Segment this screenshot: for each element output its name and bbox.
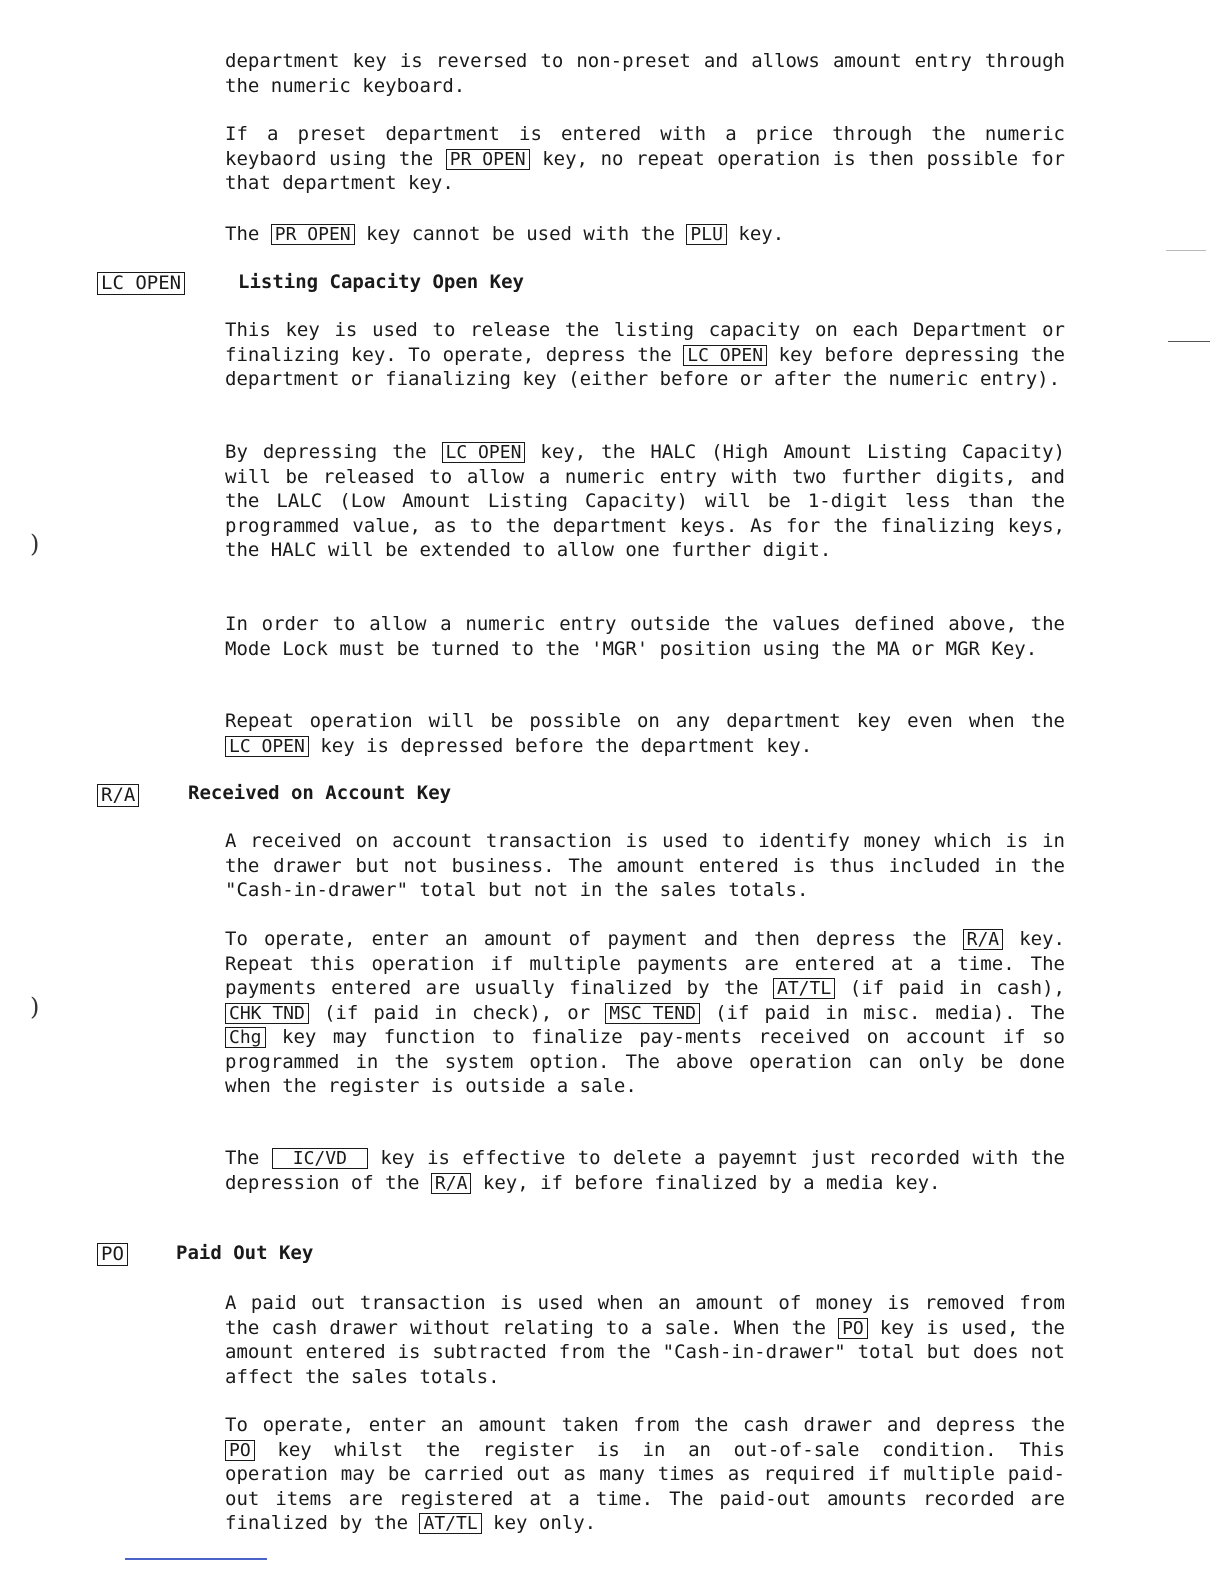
lc-open-key-label: LC OPEN	[683, 345, 767, 366]
po-paragraph-2: To operate, enter an amount taken from the cash drawer and depress the PO key whilst the register is in an out-of-sale condition. This operation may be carried out as many times as required if multiple paid-out items are registered at a time. The paid-out amounts recorded are finalized by the AT/TL key only.	[225, 1414, 1065, 1534]
chk-tnd-key-label: CHK TND	[225, 1003, 309, 1024]
pr-open-key-label: PR OPEN	[271, 224, 355, 245]
lc-open-paragraph-4: Repeat operation will be possible on any department key even when the LC OPEN key is depressed before the department key.	[225, 710, 1065, 757]
at-tl-key-label: AT/TL	[773, 978, 835, 999]
margin-paren-mark: )	[30, 530, 40, 558]
lc-open-paragraph-2: By depressing the LC OPEN key, the HALC (High Amount Listing Capacity) will be released to allow a numeric entry with two further digits, and the LALC (Low Amount Listing Capacity) will be 1-digit less than the programmed value, as to the department keys. As for the finalizing keys, the HALC will be extended to allow one further digit.	[225, 441, 1065, 561]
intro-paragraph-2: If a preset department is entered with a price through the numeric keybaord using the PR OPEN key, no repeat operation is then possible for that department key.	[225, 123, 1065, 194]
margin-paren-mark: )	[30, 993, 40, 1021]
plu-key-label: PLU	[686, 224, 727, 245]
lc-open-paragraph-1: This key is used to release the listing capacity on each Department or finalizing key. To operate, depress the LC OPEN key before depressing the department or fianalizing key (either before or after the numeric entry).	[225, 319, 1065, 390]
ic-vd-key-label: IC/VD	[272, 1148, 368, 1169]
po-paragraph-1: A paid out transaction is used when an amount of money is removed from the cash drawer without relating to a sale. When the PO key is used, the amount entered is subtracted from the "Cash-in-drawer" total but does not affect the sales totals.	[225, 1292, 1065, 1388]
chg-key-label: Chg	[225, 1027, 266, 1048]
po-key-label: PO	[225, 1440, 255, 1461]
po-section-title: Paid Out Key	[176, 1242, 314, 1264]
ra-key-label: R/A	[963, 929, 1004, 950]
ra-section-key: R/A	[97, 784, 139, 807]
lc-open-key-label: LC OPEN	[225, 736, 309, 757]
ra-key-label: R/A	[431, 1173, 472, 1194]
lc-open-section-key: LC OPEN	[97, 272, 185, 295]
at-tl-key-label: AT/TL	[419, 1513, 481, 1534]
margin-rule	[1168, 341, 1210, 342]
lc-open-key-label: LC OPEN	[442, 442, 526, 463]
bottom-rule	[125, 1558, 267, 1560]
ra-paragraph-3: The IC/VD key is effective to delete a payemnt just recorded with the depression of the R/A key, if before finalized by a media key.	[225, 1147, 1065, 1194]
ra-section-title: Received on Account Key	[188, 782, 452, 804]
ra-paragraph-1: A received on account transaction is used to identify money which is in the drawer but not business. The amount entered is thus included in the "Cash-in-drawer" total but not in the sales totals.	[225, 830, 1065, 901]
msc-tend-key-label: MSC TEND	[605, 1003, 700, 1024]
intro-paragraph-3: The PR OPEN key cannot be used with the PLU key.	[225, 223, 785, 245]
intro-paragraph-1: department key is reversed to non-preset and allows amount entry through the numeric keyboard.	[225, 50, 1065, 97]
lc-open-paragraph-3: In order to allow a numeric entry outside the values defined above, the Mode Lock must be turned to the 'MGR' position using the MA or MGR Key.	[225, 613, 1065, 660]
pr-open-key-label: PR OPEN	[446, 149, 530, 170]
margin-rule	[1166, 250, 1206, 251]
po-key-label: PO	[838, 1318, 868, 1339]
ra-paragraph-2: To operate, enter an amount of payment and then depress the R/A key. Repeat this operation if multiple payments are entered at a time. The payments entered are usually finalized by the AT/TL (if paid in cash), CHK TND (if paid in check), or MSC TEND (if paid in misc. media). The Chg key may function to finalize pay-ments received on account if so programmed in the system option. The above operation can only be done when the register is outside a sale.	[225, 928, 1065, 1097]
po-section-key: PO	[97, 1243, 128, 1266]
lc-open-section-title: Listing Capacity Open Key	[238, 271, 524, 293]
